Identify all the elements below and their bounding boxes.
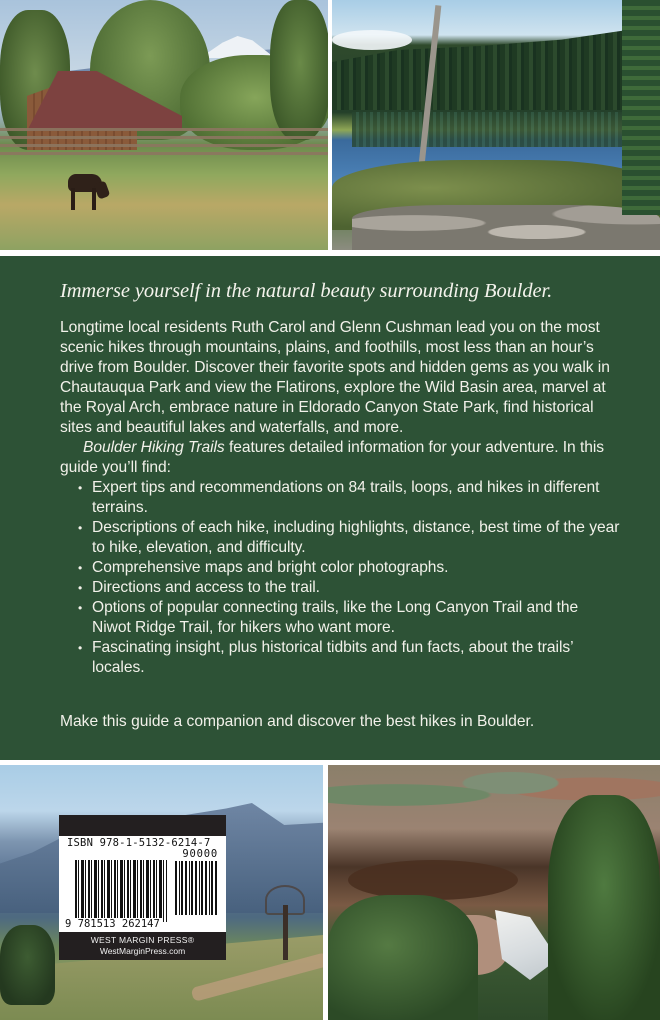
evergreens <box>328 895 478 1020</box>
blurb-body <box>60 318 620 678</box>
book-title: Boulder Hiking Trails <box>83 439 225 456</box>
publisher-bar <box>59 932 226 960</box>
cloud <box>332 30 412 50</box>
publisher-url: WestMarginPress.com <box>99 946 186 956</box>
isbn-label: ISBN 978-1-5132-6214-7 <box>67 837 211 849</box>
creek-pool <box>348 860 518 900</box>
ean-digits: 9 781513 262147 <box>65 918 160 930</box>
feature-list <box>60 478 620 678</box>
evergreens <box>548 795 660 1020</box>
tree <box>270 0 328 140</box>
feature-item: • Expert tips and recommendations on 84 trails, loops, and hikes in different terrains. <box>78 478 620 518</box>
features-intro: features detailed information for your adventure. In this guide you’ll find: <box>60 439 605 476</box>
rocks <box>352 205 660 250</box>
barcode-top-bar <box>59 815 226 836</box>
price-code: 90000 <box>182 848 218 860</box>
feature-item: • Comprehensive maps and bright color photographs. <box>78 558 620 578</box>
isbn-barcode <box>59 815 226 960</box>
publisher-name: WEST MARGIN PRESS® <box>90 935 195 945</box>
tagline: Immerse yourself in the natural beauty surrounding Boulder. <box>60 280 553 302</box>
feature-item: • Descriptions of each hike, including highlights, distance, best time of the year to hike, elevation, and difficulty. <box>78 518 620 558</box>
closing-line: Make this guide a companion and discover the best hikes in Boulder. <box>60 713 535 730</box>
barcode-addon-bars-icon <box>175 861 219 915</box>
photo-waterfall <box>328 765 660 1020</box>
intro-paragraph: Longtime local residents Ruth Carol and Glenn Cushman lead you on the most scenic hikes through mountains, plains, and foothills, most less than an hour’s drive from Boulder. Discover their favorite spots and hidden gems as you walk in Chautauqua Park and view the Flatirons, explore the Wild Basin area, marvel at the Royal Arch, embrace nature in Eldorado Canyon State Park, find historical sites and beautiful lakes and waterfalls, and more. <box>60 319 610 436</box>
calf <box>68 172 110 212</box>
photo-alpine-lake <box>332 0 660 250</box>
lone-tree <box>265 885 305 960</box>
pine-tree <box>622 0 660 215</box>
features-paragraph <box>60 438 620 478</box>
feature-item: • Directions and access to the trail. <box>78 578 620 598</box>
corral-fence <box>0 128 328 156</box>
barcode-bars-icon <box>75 860 167 922</box>
feature-item: • Fascinating insight, plus historical tidbits and fun facts, about the trails’ locales. <box>78 638 620 678</box>
lake-reflection <box>352 112 632 147</box>
photo-barn-calf <box>0 0 328 250</box>
pine-tree <box>0 925 55 1005</box>
blurb-panel <box>0 256 660 760</box>
feature-item: • Options of popular connecting trails, like the Long Canyon Trail and the Niwot Ridge Trail, for hikers who want more. <box>78 598 620 638</box>
